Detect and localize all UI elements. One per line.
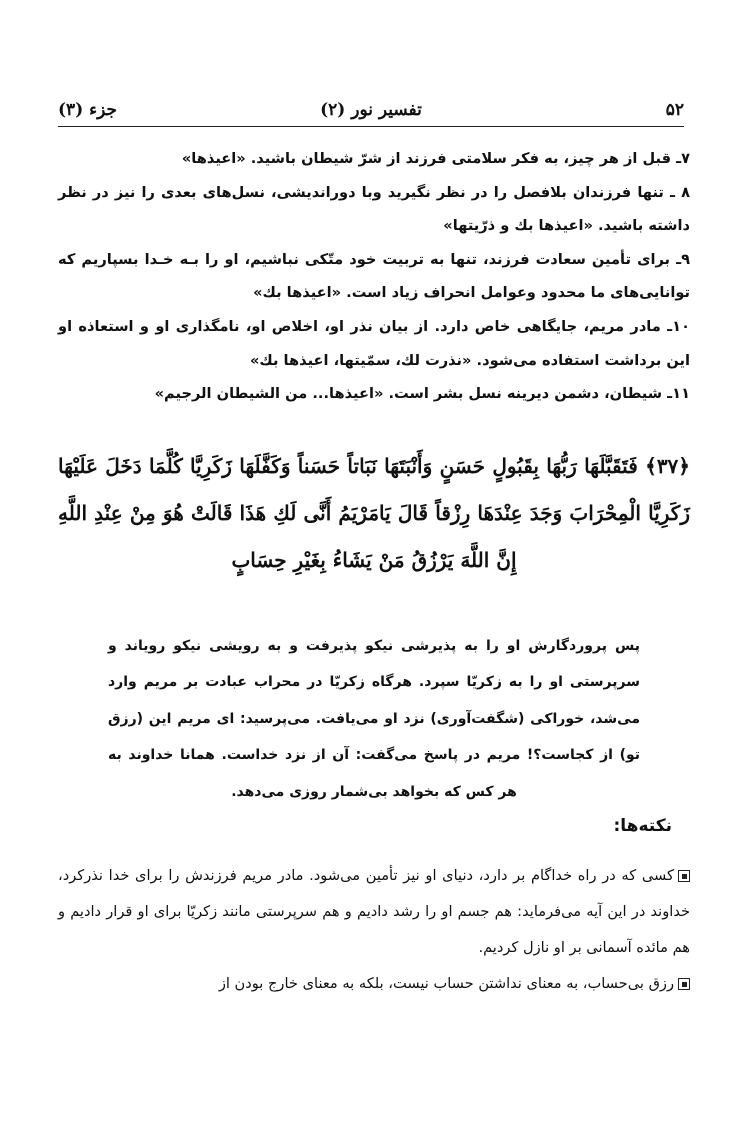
notes-heading: نکته‌ها: xyxy=(613,816,672,836)
note-item xyxy=(58,858,690,966)
page-number: ۵۲ xyxy=(665,100,684,120)
notes-list xyxy=(58,858,690,1002)
verse-number: ۳۷ xyxy=(656,454,679,478)
book-title: تفسیر نور (۲) xyxy=(320,100,422,120)
lesson-item: ۷ـ قبل از هر چیز، به فکر سلامتی فرزند از شرّ شیطان باشید. «اعیذها» xyxy=(181,150,690,167)
square-bullet-icon xyxy=(678,870,690,882)
juz-label: جزء (۳) xyxy=(58,100,118,120)
verse-bracket-open: ﴿ xyxy=(678,454,691,478)
verse-translation: پس پروردگارش او را به پذیرشی نیکو پذیرفت و به رویشی نیکو رویاند و سرپرستی او را به زکریّا سپرد. هرگاه زکریّا در محراب عبادت بر مریم وارد می‌شد، خوراکی (شگفت‌آوری) نزد او می‌یافت. می‌پرسید: ای مریم این (رزق تو) از کجاست؟! مریم در پاسخ می‌گفت: آن از نزد خداست. همانا خداوند به هر کس که بخواهد بی‌شمار روزی می‌دهد. xyxy=(108,638,640,800)
lesson-item: ۱۱ـ شیطان، دشمن دیرینه نسل بشر است. «اعیذها... من الشیطان الرجیم» xyxy=(154,385,690,403)
lesson-item: ۸ ـ تنها فرزندان بلافصل را در نظر نگیرید وبا دوراندیشی، نسل‌های بعدی را نیز در نظر داشته باشید. «اعیذها بك و ذرّیتها» xyxy=(58,183,690,235)
note-text: رزق بی‌حساب، به معنای نداشتن حساب نیست، بلکه به معنای خارج بودن از xyxy=(218,975,674,992)
square-bullet-icon xyxy=(678,978,690,990)
note-text: کسی که در راه خداگام بر دارد، دنیای او نیز تأمین می‌شود. مادر مریم فرزندش را برای خدا نذرکرد، خداوند در این آیه می‌فرماید: هم جسم او را رشد دادیم و هم سرپرستی مانند زکریّا برای او قرار دادیم و هم مائده آسمانی بر او نازل کردیم. xyxy=(58,867,690,956)
quran-verse xyxy=(58,443,690,584)
page-header xyxy=(58,96,684,127)
verse-text: فَتَقَبَّلَهَا رَبُّهَا بِقَبُولٍ حَسَنٍ وَأَنْبَتَهَا نَبَاتاً حَسَناً وَكَفَّلَهَا زَكَرِيَّا كُلَّمَا دَخَلَ عَلَيْهَا زَكَرِيَّا الْمِحْرَابَ وَجَدَ عِنْدَهَا رِزْقاً قَالَ يَامَرْيَمُ أَنَّى لَكِ هَذَا قَالَتْ هُوَ مِنْ عِنْدِ اللَّهِ إِنَّ اللَّهَ يَرْزُقُ مَنْ يَشَاءُ بِغَيْرِ حِسَابٍ xyxy=(58,454,690,572)
lessons-list xyxy=(58,142,690,411)
lesson-item: ۱۰ـ مادر مریم، جایگاهی خاص دارد. از بیان نذر او، اخلاص او، نامگذاری او و استعاذه او این برداشت استفاده می‌شود. «نذرت لك، سمّیتها، اعیذها بك» xyxy=(58,317,690,369)
lesson-item: ۹ـ برای تأمین سعادت فرزند، تنها به تربیت خود متّکی نباشیم، او را بـه خـدا بسپاریم که توانایی‌های ما محدود وعوامل انحراف زیاد است. «اعیذها بك» xyxy=(58,250,690,302)
verse-bracket-close: ﴾ xyxy=(645,454,657,478)
note-item xyxy=(58,966,690,1002)
